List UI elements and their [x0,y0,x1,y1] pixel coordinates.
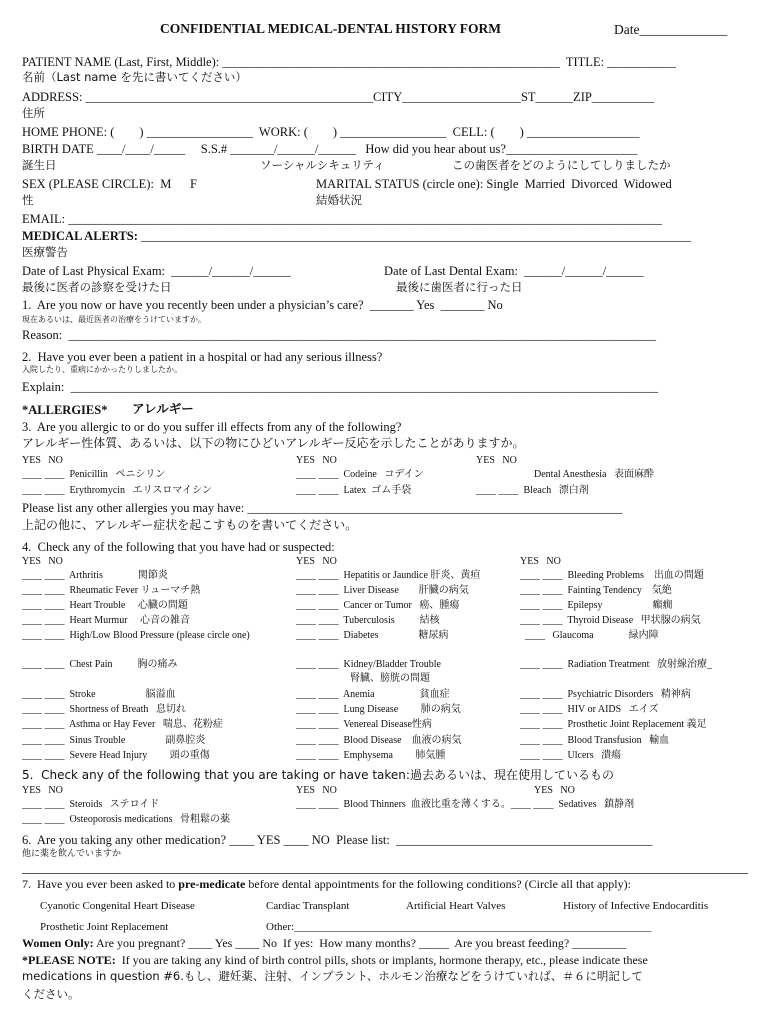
condition-heart-murmur[interactable]: ____ ____ Heart Murmur 心音の雑音 [22,615,191,626]
allergy-bleach[interactable]: ____ ____ Bleach 漂白剤 [476,485,589,496]
q4-yn-2: YES NO [296,556,337,567]
note-line-3: ください。 [22,987,80,1001]
address-jp: 住所 [22,106,45,120]
condition-fainting[interactable]: ____ ____ Fainting Tendency 気絶 [520,585,672,596]
marital-jp: 結婚状況 [316,193,362,207]
allergy-erythromycin[interactable]: ____ ____ Erythromycin エリスロマイシン [22,485,212,496]
women-only-line[interactable] [22,937,626,949]
medical-alerts-blank[interactable]: ________________________________________________________________________________________ [137,229,692,243]
q4-yn-3: YES NO [520,556,561,567]
cond-other[interactable]: Other:_________________________________________________________________ [266,921,652,933]
med-osteoporosis[interactable]: ____ ____ Osteoporosis medications 骨粗鬆の薬 [22,814,231,825]
allergy-yn-1: YES NO [22,455,63,466]
address-line[interactable]: ADDRESS: ______________________________________________CITY___________________ST______ZIP__________ [22,90,655,104]
q5-text: 5. Check any of the following that you are taking or have taken:過去あるいは、現在使用しているもの [22,768,614,782]
q2-jp: 入院したり、重病にかかったりしましたか。 [22,365,182,374]
condition-liver-disease[interactable]: ____ ____ Liver Disease 肝臓の病気 [296,585,469,596]
condition-bleeding[interactable]: ____ ____ Bleeding Problems 出血の問題 [520,570,704,581]
women-only-text[interactable]: Are you pregnant? ____ Yes ____ No If yes: How many months? _____ Are you breast feeding? _________ [93,936,627,950]
condition-radiation[interactable]: ____ ____ Radiation Treatment 放射線治療_ [520,659,712,670]
q5-yn-2: YES NO [296,785,337,796]
q6-text[interactable]: 6. Are you taking any other medication? ____ YES ____ NO Please list: _________________________________________ [22,833,653,847]
cond-artificial-valves[interactable]: Artificial Heart Valves [406,900,506,912]
section-divider [22,873,748,874]
q3-text: 3. Are you allergic to or do you suffer ill effects from any of the following? [22,420,402,434]
q4-text: 4. Check any of the following that you have had or suspected: [22,540,335,554]
condition-blood-disease[interactable]: ____ ____ Blood Disease 血液の病気 [296,735,462,746]
cond-cyanotic[interactable]: Cyanotic Congenital Heart Disease [40,900,195,912]
q1-jp: 現在あるいは、最近医者の治療をうけていますか。 [22,315,206,324]
note-label: *PLEASE NOTE: [22,953,116,967]
physical-exam-jp: 最後に医者の診察を受けた日 [22,280,172,294]
sex-jp: 性 [22,193,34,207]
patient-name-line[interactable]: PATIENT NAME (Last, First, Middle): ______________________________________________________ TITLE: ___________ [22,55,676,69]
condition-glaucoma[interactable]: ____ Glaucoma 緑内障 [520,630,659,641]
q2-explain[interactable]: Explain: ______________________________________________________________________________________________ [22,380,659,394]
condition-blood-transfusion[interactable]: ____ ____ Blood Transfusion 輸血 [520,735,670,746]
q4-yn-1: YES NO [22,556,63,567]
marital-line[interactable]: MARITAL STATUS (circle one): Single Married Divorced Widowed [316,177,672,191]
q5-yn-3: YES NO [534,785,575,796]
other-allergies-line[interactable]: Please list any other allergies you may have: ____________________________________________________________ [22,501,623,515]
physical-exam-line[interactable]: Date of Last Physical Exam: ______/______/______ [22,264,291,278]
cond-cardiac-transplant[interactable]: Cardiac Transplant [266,900,350,912]
condition-thyroid[interactable]: ____ ____ Thyroid Disease 甲状腺の病気 [520,615,701,626]
condition-stroke[interactable]: ____ ____ Stroke 脳溢血 [22,689,176,700]
sex-line[interactable]: SEX (PLEASE CIRCLE): M F [22,177,198,191]
date-field[interactable]: Date_____________ [614,22,728,37]
birth-jp: 誕生日 [22,158,57,172]
condition-rheumatic-fever[interactable]: ____ ____ Rheumatic Fever リューマチ熱 [22,585,201,596]
note-line-2: medications in question #6.もし、避妊薬、注射、インプラント、ホルモン治療などをうけていれば、＃６に明記して [22,969,643,983]
condition-heart-trouble[interactable]: ____ ____ Heart Trouble 心臓の問題 [22,600,188,611]
q7-text-pre: 7. Have you ever been asked to [22,877,179,891]
ss-jp: ソーシャルシキュリティ [260,158,385,172]
women-only-label: Women Only: [22,936,94,950]
condition-venereal[interactable]: ____ ____ Venereal Disease性病 [296,719,432,730]
dental-exam-jp: 最後に歯医者に行った日 [396,280,523,294]
condition-tuberculosis[interactable]: ____ ____ Tuberculosis 結核 [296,615,440,626]
q6-jp: 他に薬を飲んでいますか [22,849,122,859]
condition-asthma[interactable]: ____ ____ Asthma or Hay Fever 喘息、花粉症 [22,719,223,730]
patient-name-jp: 名前（Last name を先に書いてください） [22,70,247,84]
condition-sinus[interactable]: ____ ____ Sinus Trouble 副鼻腔炎 [22,735,206,746]
condition-ulcers[interactable]: ____ ____ Ulcers 潰瘍 [520,750,622,761]
condition-psychiatric[interactable]: ____ ____ Psychiatric Disorders 精神病 [520,689,691,700]
q3-jp: アレルギー性体質、あるいは、以下の物にひどいアレルギー反応を示したことがありますか。 [22,436,525,450]
condition-chest-pain[interactable]: ____ ____ Chest Pain 胸の痛み [22,659,178,670]
allergy-codeine[interactable]: ____ ____ Codeine コデイン [296,469,424,480]
condition-hiv[interactable]: ____ ____ HIV or AIDS エイズ [520,704,659,715]
condition-anemia[interactable]: ____ ____ Anemia 貧血症 [296,689,450,700]
q1-reason[interactable]: Reason: ______________________________________________________________________________________________ [22,328,657,342]
allergy-latex[interactable]: ____ ____ Latex ゴム手袋 [296,485,412,496]
dental-exam-line[interactable]: Date of Last Dental Exam: ______/______/______ [384,264,644,278]
condition-kidney-jp: 腎臓、膀胱の問題 [350,673,430,684]
condition-lung-disease[interactable]: ____ ____ Lung Disease 肺の病気 [296,704,461,715]
condition-shortness-of-breath[interactable]: ____ ____ Shortness of Breath 息切れ [22,704,186,715]
allergy-dental-anesthesia[interactable]: Dental Anesthesia 表面麻酔 [534,469,654,480]
allergy-yn-2: YES NO [296,455,337,466]
q5-yn-1: YES NO [22,785,63,796]
condition-prosthetic-joint[interactable]: ____ ____ Prosthetic Joint Replacement 義足 [520,719,707,730]
allergy-penicillin[interactable]: ____ ____ Penicillin ペニシリン [22,469,166,480]
form-title: CONFIDENTIAL MEDICAL-DENTAL HISTORY FORM [160,21,501,36]
hear-jp: この歯医者をどのようにしてしりましたか [452,158,671,172]
condition-epilepsy[interactable]: ____ ____ Epilepsy 癲癇 [520,600,673,611]
email-line[interactable]: EMAIL: _______________________________________________________________________________________________ [22,212,662,226]
condition-head-injury[interactable]: ____ ____ Severe Head Injury 頭の重傷 [22,750,210,761]
alerts-jp: 医療警告 [22,245,68,259]
q7-text-post: before dental appointments for the following conditions? (Circle all that apply): [245,877,631,891]
other-allergies-jp: 上記の他に、アレルギー症状を起こすものを書いてください。 [22,518,358,532]
cond-endocarditis[interactable]: History of Infective Endocarditis [563,900,709,912]
q1-text[interactable]: 1. Are you now or have you recently been under a physician’s care? _______ Yes _______ No [22,298,503,312]
med-steroids[interactable]: ____ ____ Steroids ステロイド [22,799,160,810]
condition-emphysema[interactable]: ____ ____ Emphysema 肺気腫 [296,750,446,761]
birth-line[interactable]: BIRTH DATE ____/____/_____ S.S.# _______/______/______ How did you hear about us?_____________________ [22,142,638,156]
allergies-heading-jp: アレルギー [132,401,194,416]
note-line-1 [22,954,648,966]
medical-alerts-label: MEDICAL ALERTS: [22,229,138,243]
cond-prosthetic-joint[interactable]: Prosthetic Joint Replacement [40,921,169,933]
q7-text [22,878,631,890]
medical-alerts-line[interactable] [22,230,691,243]
allergies-heading: *ALLERGIES* [22,403,108,417]
condition-cancer[interactable]: ____ ____ Cancer or Tumor 癌、腫瘍 [296,600,460,611]
condition-arthritis[interactable]: ____ ____ Arthritis 関節炎 [22,570,168,581]
note-text-1: If you are taking any kind of birth control pills, shots or implants, hormone therapy, etc., please indicate these [115,953,648,967]
phone-line[interactable]: HOME PHONE: ( ) _________________ WORK: ( ) _________________ CELL: ( ) __________________ [22,125,640,139]
allergy-yn-3: YES NO [476,455,517,466]
med-blood-thinners-sedatives[interactable]: ____ ____ Blood Thinners 血液比重を薄くする。____ ____ Sedatives 鎮静剤 [296,799,635,810]
q7-premedicate: pre-medicate [178,877,246,891]
condition-hepatitis[interactable]: ____ ____ Hepatitis or Jaundice 肝炎、黄疸 [296,570,481,581]
q2-text: 2. Have you ever been a patient in a hospital or had any serious illness? [22,350,383,364]
condition-blood-pressure[interactable]: ____ ____ High/Low Blood Pressure (please circle one) [22,630,250,641]
condition-diabetes[interactable]: ____ ____ Diabetes 糖尿病 [296,630,449,641]
condition-kidney[interactable]: ____ ____ Kidney/Bladder Trouble [296,659,441,670]
